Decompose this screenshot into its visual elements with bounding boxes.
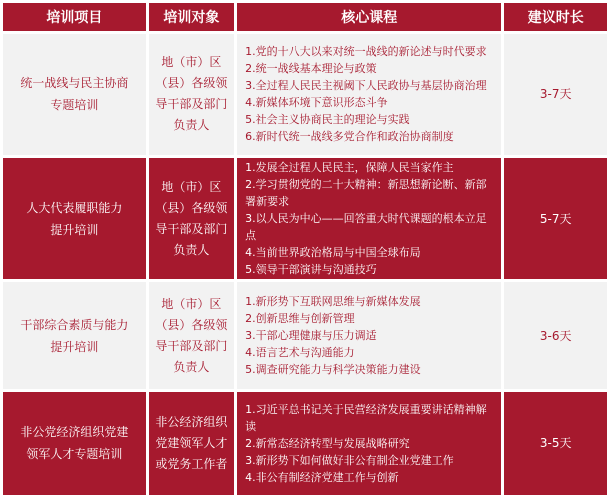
audience-line: （县）各级领 xyxy=(155,76,228,91)
duration-cell: 3-6天 xyxy=(504,282,607,388)
course-item: 6.新时代统一战线多党合作和政治协商制度 xyxy=(245,130,454,144)
header-courses: 核心课程 xyxy=(237,3,501,31)
duration-cell: 3-5天 xyxy=(504,392,607,495)
course-item: 1.发展全过程人民民主，保障人民当家作主 xyxy=(245,161,454,174)
table-row xyxy=(3,158,607,280)
audience-line: 负责人 xyxy=(173,118,210,133)
audience-line: 或党务工作者 xyxy=(155,456,228,471)
course-list xyxy=(245,401,495,486)
course-item: 1.党的十八大以来对统一战线的新论述与时代要求 xyxy=(245,45,487,59)
audience-cell xyxy=(149,158,234,280)
project-cell xyxy=(3,34,146,155)
course-item: 4.当前世界政治格局与中国全球布局 xyxy=(245,246,421,259)
project-name-line: 非公党经济组织党建 xyxy=(20,425,129,440)
audience-line: 地（市）区 xyxy=(161,55,222,70)
project-cell xyxy=(3,392,146,495)
course-item: 5.调查研究能力与科学决策能力建设 xyxy=(245,363,421,377)
audience-line: 非公经济组织 xyxy=(155,414,228,429)
audience-line: （县）各级领 xyxy=(155,200,228,215)
header-row xyxy=(3,3,607,31)
course-item: 4.非公有制经济党建工作与创新 xyxy=(245,470,399,484)
course-item: 3.干部心理健康与压力调适 xyxy=(245,329,377,343)
audience-cell xyxy=(149,34,234,155)
course-item: 3.新形势下如何做好非公有制企业党建工作 xyxy=(245,453,454,467)
course-item: 3.全过程人民民主视阈下人民政协与基层协商治理 xyxy=(245,79,487,93)
audience-cell xyxy=(149,282,234,388)
header-project: 培训项目 xyxy=(3,3,146,31)
courses-cell xyxy=(237,158,501,280)
course-item: 4.新媒体环境下意识形态斗争 xyxy=(245,96,388,110)
course-item: 1.新形势下互联网思维与新媒体发展 xyxy=(245,295,421,309)
project-name-line: 提升培训 xyxy=(50,222,99,237)
table-row xyxy=(3,34,607,155)
project-cell xyxy=(3,282,146,388)
course-item: 5.领导干部演讲与沟通技巧 xyxy=(245,263,377,276)
course-item: 2.学习贯彻党的二十大精神：新思想新论断、新部署新要求 xyxy=(245,178,487,208)
duration-cell: 5-7天 xyxy=(504,158,607,280)
course-item: 4.语言艺术与沟通能力 xyxy=(245,346,355,360)
course-item: 5.社会主义协商民主的理论与实践 xyxy=(245,113,410,127)
project-name-line: 专题培训 xyxy=(50,98,99,113)
course-item: 1.习近平总书记关于民营经济发展重要讲话精神解读 xyxy=(245,402,487,433)
audience-line: 党建领军人才 xyxy=(155,435,228,450)
audience-line: （县）各级领 xyxy=(155,317,228,332)
project-cell xyxy=(3,158,146,280)
course-list xyxy=(245,43,495,145)
audience-line: 负责人 xyxy=(173,242,210,257)
table-row xyxy=(3,392,607,495)
project-name-line: 干部综合素质与能力 xyxy=(20,317,129,332)
audience-cell xyxy=(149,392,234,495)
header-duration: 建议时长 xyxy=(504,3,607,31)
audience-line: 地（市）区 xyxy=(161,296,222,311)
project-name-line: 提升培训 xyxy=(50,339,99,354)
header-audience: 培训对象 xyxy=(149,3,234,31)
course-item: 3.以人民为中心——回答重大时代课题的根本立足点 xyxy=(245,212,487,242)
course-item: 2.创新思维与创新管理 xyxy=(245,312,355,326)
audience-line: 负责人 xyxy=(173,359,210,374)
course-list xyxy=(245,293,495,378)
audience-line: 地（市）区 xyxy=(161,179,222,194)
courses-cell xyxy=(237,34,501,155)
project-name-line: 统一战线与民主协商 xyxy=(20,76,129,91)
course-list xyxy=(245,159,495,278)
courses-cell xyxy=(237,392,501,495)
audience-line: 导干部及部门 xyxy=(155,338,228,353)
duration-cell: 3-7天 xyxy=(504,34,607,155)
audience-line: 导干部及部门 xyxy=(155,97,228,112)
project-name-line: 人大代表履职能力 xyxy=(26,200,123,215)
audience-line: 导干部及部门 xyxy=(155,221,228,236)
courses-cell xyxy=(237,282,501,388)
course-item: 2.新常态经济转型与发展战略研究 xyxy=(245,436,410,450)
course-item: 2.统一战线基本理论与政策 xyxy=(245,62,377,76)
table-row xyxy=(3,282,607,388)
project-name-line: 领军人才专题培训 xyxy=(26,447,123,462)
